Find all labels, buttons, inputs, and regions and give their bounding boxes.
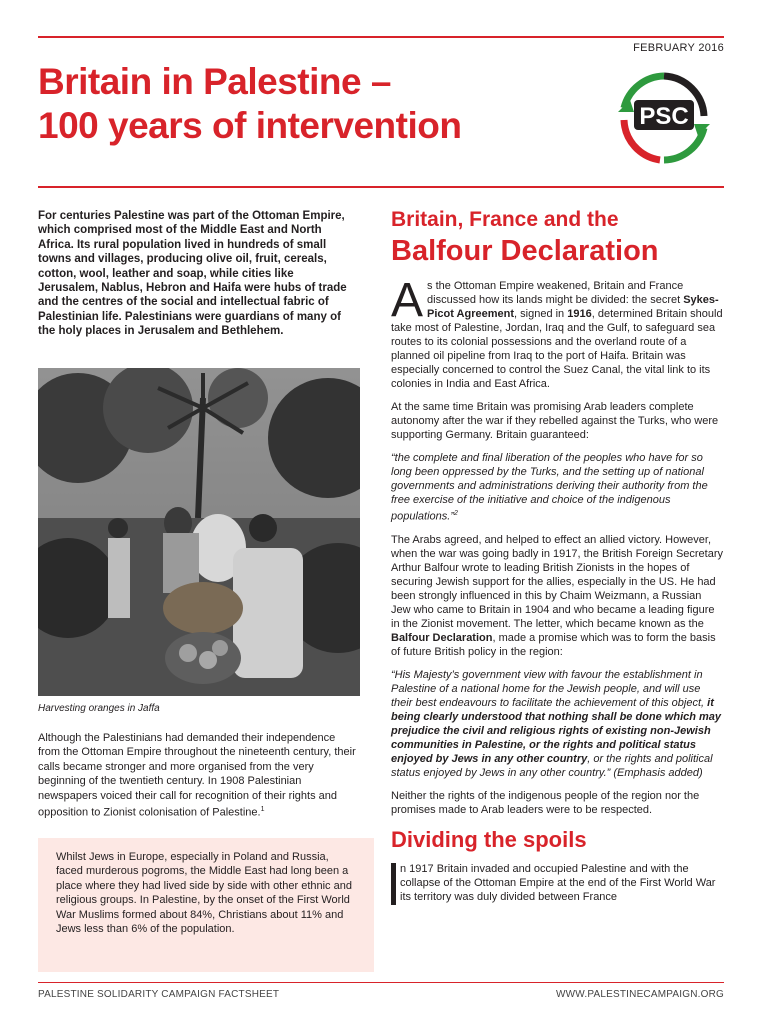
dropcap: A (391, 274, 424, 327)
paragraph-balfour (391, 533, 723, 659)
section-heading-small: Britain, France and the (391, 208, 619, 231)
left-paragraph (38, 731, 358, 820)
intro-paragraph: For centuries Palestine was part of the Ottoman Empire, which comprised most of the Middle East and North Africa. Its rural population lived in hundreds of small towns and villages, producing olive oil, fruit, cereals, cotton, wool, leather and soap, while cities like Jerusalem, Nablus, Hebron and Haifa were hubs of trade and the centres of the social and intellectual fabric of Palestinian life. Palestinians were guardians of many of the holy places in Jerusalem and Bethlehem. (38, 210, 347, 338)
p1-text-a: s the Ottoman Empire weakened, Britain and France discussed how its lands might be divided: the secret (427, 280, 684, 306)
paragraph-neither: Neither the rights of the indigenous people of the region nor the promises made to Arab leaders were to be respected. (391, 789, 700, 816)
paragraph-arab-autonomy: At the same time Britain was promising Arab leaders complete autonomy after the war if they rebelled against the Turks, who were supporting Germany. Britain guaranteed: (391, 401, 719, 441)
psc-logo (616, 70, 712, 166)
issue-date: FEBRUARY 2016 (633, 42, 724, 54)
dropcap-i (391, 863, 396, 905)
harvest-photo (38, 368, 360, 696)
footnote-ref-2: 2 (454, 510, 458, 517)
title-line-1: Britain in Palestine – (38, 61, 391, 102)
quote-balfour (391, 668, 723, 780)
balfour-term: Balfour Declaration (391, 631, 493, 644)
footer-website: WWW.PALESTINECAMPAIGN.ORG (556, 989, 724, 1000)
population-box (38, 838, 374, 972)
page-title (38, 60, 598, 148)
quote-balfour-emphasis: it being clearly understood that nothing shall be done which may prejudice the civil and religious rights of existing non-Jewish communities in Palestine, or the rights and political status enjoyed by Jews in any other country (391, 696, 722, 765)
header-rule (38, 186, 724, 188)
logo-text: PSC (639, 103, 689, 130)
paragraph-1917 (391, 862, 723, 904)
quote-liberation (391, 451, 723, 524)
year-1916: 1916 (567, 308, 592, 320)
footer-rule (38, 982, 724, 983)
paragraph-sykes-picot (391, 274, 723, 391)
quote-balfour-b: , or the rights and political status enjoyed by Jews in any other country.” (Emphasis added) (391, 752, 713, 779)
top-rule (38, 36, 724, 38)
p1-text-b: , signed in (514, 308, 568, 320)
quote-balfour-a: “His Majesty’s government view with favour the establishment in Palestine of a national home for the Jewish people, and will use their best endeavours to facilitate the achievement of this object, (391, 668, 708, 709)
p3-text-a: The Arabs agreed, and helped to effect an allied victory. However, when the war was going badly in 1917, the British Foreign Secretary Arthur Balfour wrote to leading British Zionists in the hopes of securing Jewish support for the allies, especially in the US. He had been strongly influenced in this by Chaim Weizmann, a Russian Jew who came to Britain in 1904 and who became a leading figure in the Zionist movement. The letter, which became known as the (391, 533, 724, 630)
left-paragraph-text: Although the Palestinians had demanded their independence from the Ottoman Empire throughout the nineteenth century, their calls became stronger and more organised from the very beginning of the twentieth century. In 1908 Palestinian newspapers voiced their call for recognition of their rights and opposition to Zionist colonisation of Palestine. (38, 732, 356, 819)
photo-caption: Harvesting oranges in Jaffa (38, 703, 160, 714)
population-box-text: Whilst Jews in Europe, especially in Poland and Russia, faced murderous pogroms, the Middle East had long been a place where they had lived side by side with other ethnic and religious groups. In Palestine, by the onset of the First World War Muslims formed about 84%, Christians about 11% and Jews less than 6% of the population. (56, 851, 352, 936)
right-column (391, 207, 723, 913)
p5-text: n 1917 Britain invaded and occupied Palestine and with the collapse of the Ottoman Empire at the end of the First World War its territory was duly divided between France (400, 862, 716, 903)
footer-publication: PALESTINE SOLIDARITY CAMPAIGN FACTSHEET (38, 989, 280, 1000)
p3-text-b: , made a promise which was to form the basis of future British policy in the region: (391, 631, 716, 658)
section-heading-dividing: Dividing the spoils (391, 826, 587, 852)
sykes-picot-term: Sykes-Picot Agreement (427, 294, 719, 320)
title-line-2: 100 years of intervention (38, 105, 462, 146)
section-heading-large: Balfour Declaration (391, 235, 659, 267)
p1-text-c: , determined Britain should take most of Palestine, Jordan, Iraq and the Gulf, to safeguard sea routes to its colonial possessions and the overland route of a planned oil pipeline from Iraq to the port of Haifa. Britain was especially concerned to control the Suez Canal, the vital link to its colonies in India and East Africa. (391, 308, 723, 390)
footnote-ref-1: 1 (260, 806, 265, 814)
quote-liberation-text: “the complete and final liberation of the peoples who have for so long been oppressed by the Turks, and the setting up of national governments and administrations deriving their authority from the free exercise of the initiative and choice of the indigenous populations.” (391, 452, 708, 523)
